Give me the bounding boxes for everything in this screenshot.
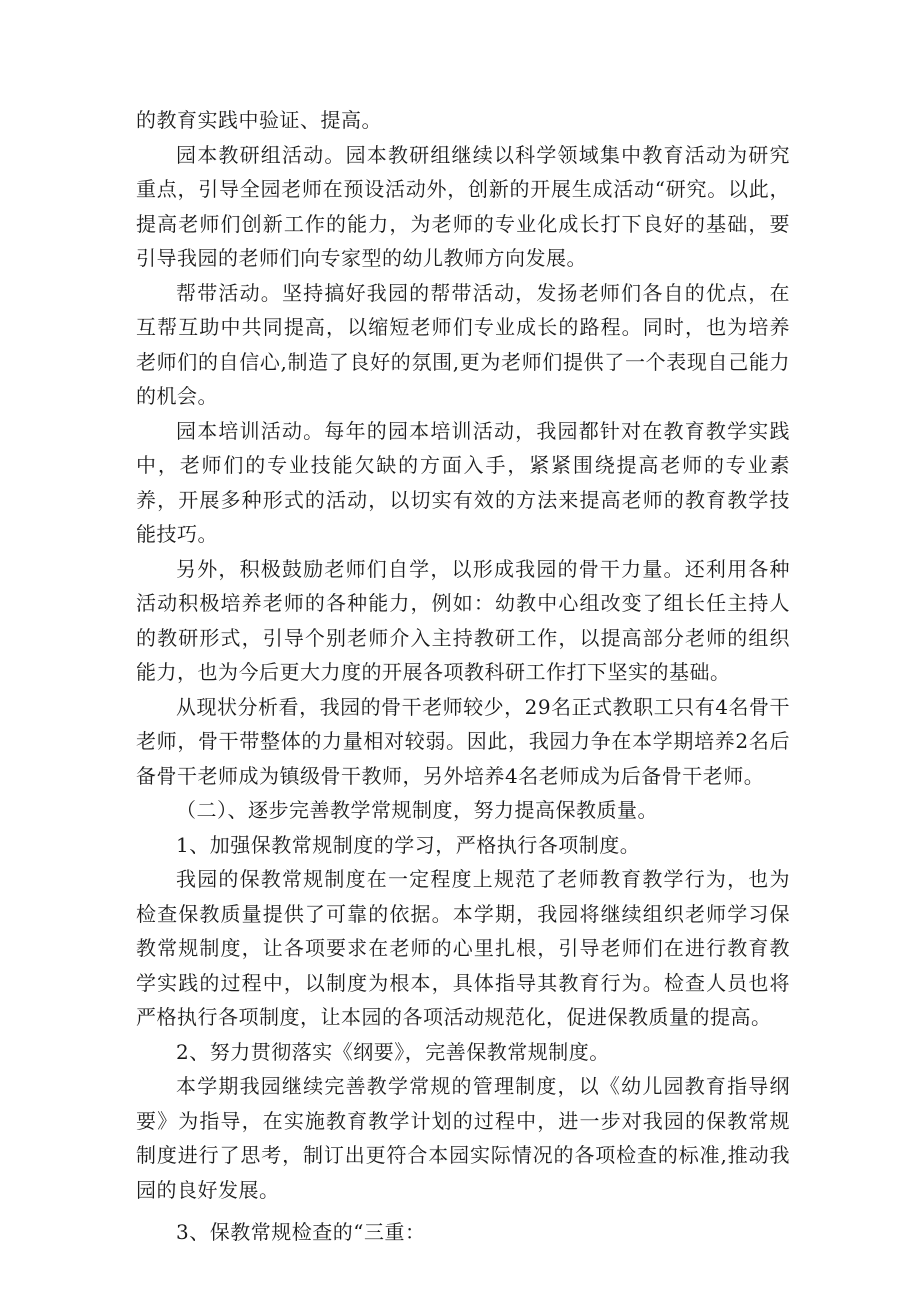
section-heading-2: （二）、逐步完善教学常规制度，努力提高保教质量。 [176, 798, 658, 822]
subheading-1: 1、加强保教常规制度的学习，严格执行各项制度。 [176, 832, 641, 857]
subheading-3: 3、保教常规检查的“三重： [176, 1220, 426, 1244]
paragraph-continuation: 的教育实践中验证、提高。 [136, 108, 382, 132]
subheading-2: 2、努力贯彻落实《纲要》，完善保教常规制度。 [176, 1039, 610, 1064]
paragraph-mentoring: 帮带活动。坚持搞好我园的帮带活动，发扬老师们各自的优点，在互帮互助中共同提高，以缩短老师们专业成长的路程。同时，也为培养老师们的自信心,制造了良好的氛围,更为老师们提供了一个表现自己能力的机会。 [136, 280, 790, 408]
paragraph-guideline: 本学期我园继续完善教学常规的管理制度，以《幼儿园教育指导纲要》为指导，在实施教育教学计划的过程中，进一步对我园的保教常规制度进行了思考，制订出更符合本园实际情况的各项检查的标准,推动我园的良好发展。 [136, 1074, 790, 1202]
paragraph-regulations: 我园的保教常规制度在一定程度上规范了老师教育教学行为，也为检查保教质量提供了可靠的依据。本学期，我园将继续组织老师学习保教常规制度，让各项要求在老师的心里扎根，引导老师们在进行教育教学实践的过程中，以制度为根本，具体指导其教育行为。检查人员也将严格执行各项制度，让本园的各项活动规范化，促进保教质量的提高。 [136, 867, 790, 1029]
paragraph-self-study: 另外，积极鼓励老师们自学，以形成我园的骨干力量。还利用各种活动积极培养老师的各种能力，例如：幼教中心组改变了组长任主持人的教研形式，引导个别老师介入主持教研工作，以提高部分老师的组织能力，也为今后更大力度的开展各项教科研工作打下坚实的基础。 [136, 556, 790, 684]
paragraph-analysis: 从现状分析看，我园的骨干老师较少，29名正式教职工只有4名骨干老师，骨干带整体的力量相对较弱。因此，我园力争在本学期培养2名后备骨干老师成为镇级骨干教师，另外培养4名老师成为后备骨干老师。 [136, 694, 790, 788]
paragraph-research-group: 园本教研组活动。园本教研组继续以科学领域集中教育活动为研究重点，引导全园老师在预设活动外，创新的开展生成活动“研究。以此，提高老师们创新工作的能力，为老师的专业化成长打下良好的基础，要引导我园的老师们向专家型的幼儿教师方向发展。 [136, 142, 790, 270]
paragraph-training: 园本培训活动。每年的园本培训活动，我园都针对在教育教学实践中，老师们的专业技能欠缺的方面入手，紧紧围绕提高老师的专业素养，开展多种形式的活动，以切实有效的方法来提高老师的教育教学技能技巧。 [136, 418, 790, 546]
